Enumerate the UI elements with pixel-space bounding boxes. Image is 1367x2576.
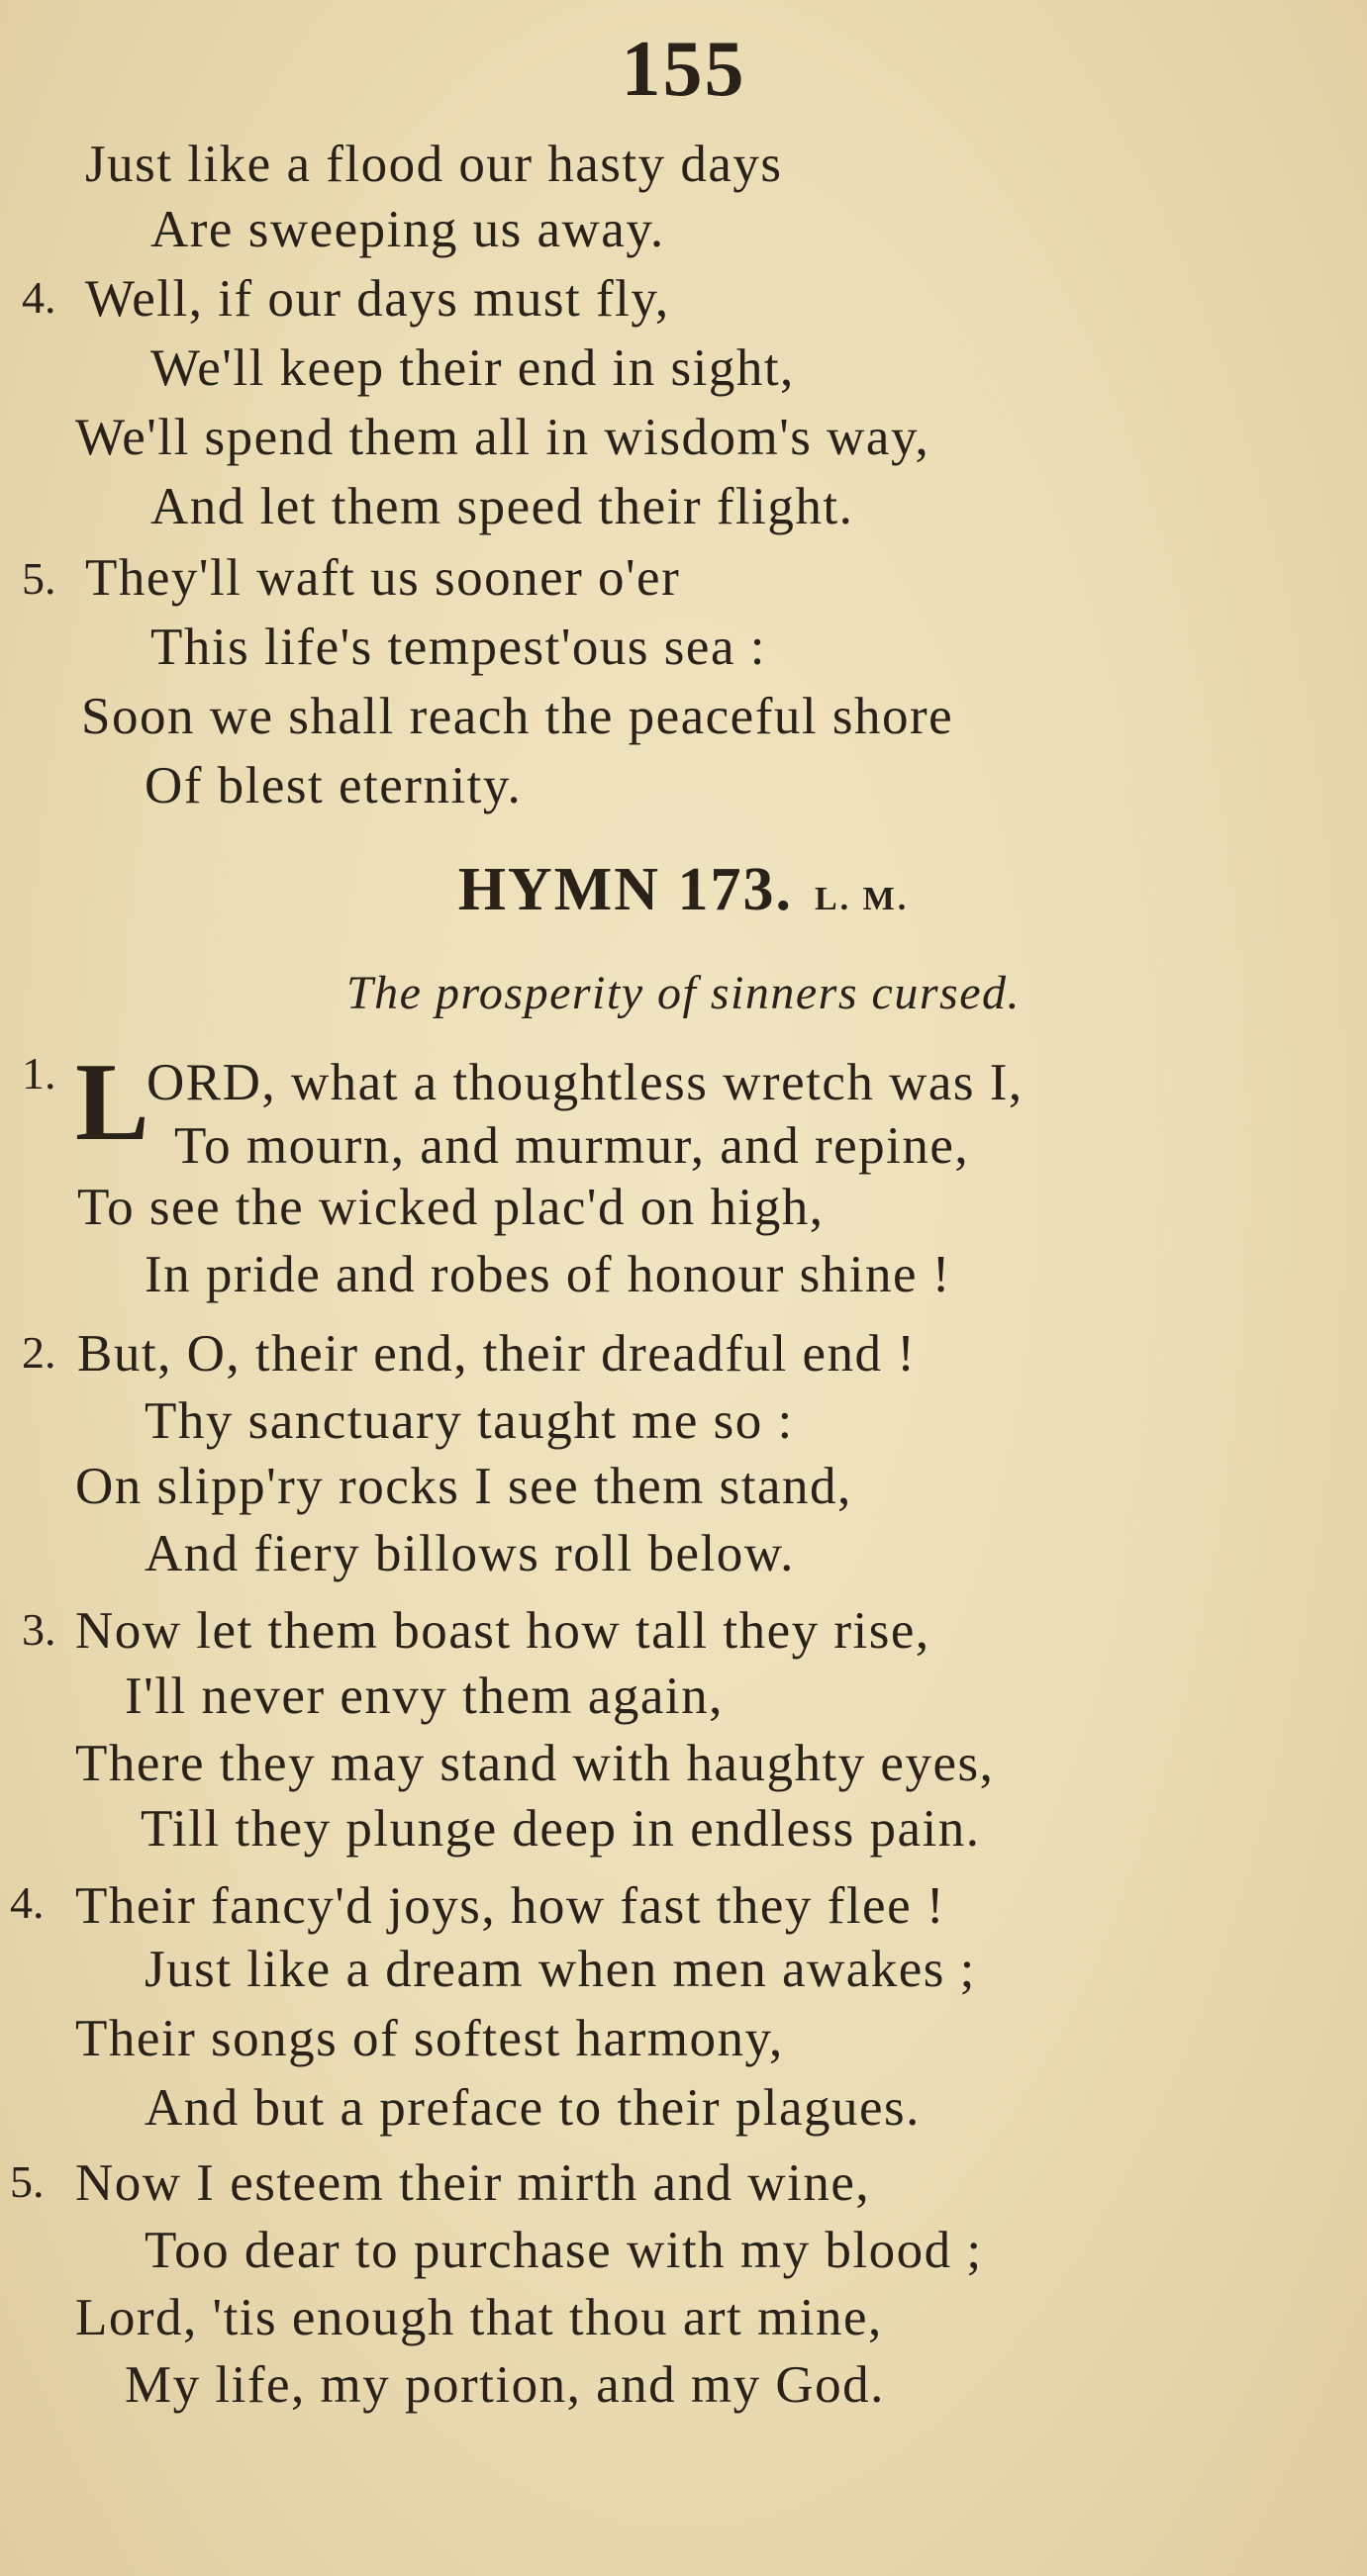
verse-line: Are sweeping us away. [150, 201, 665, 258]
hymn-subtitle: The prosperity of sinners cursed. [345, 967, 1022, 1019]
verse-line: Their fancy'd joys, how fast they flee ! [75, 1877, 945, 1935]
verse-line: Now let them boast how tall they rise, [75, 1602, 930, 1660]
verse-line: And let them speed their flight. [150, 478, 854, 535]
verse-number: 2. [22, 1327, 56, 1378]
verse-number: 1. [22, 1048, 56, 1098]
verse-line: There they may stand with haughty eyes, [75, 1735, 995, 1792]
verse-line: Too dear to purchase with my blood ; [145, 2222, 983, 2279]
verse-line: But, O, their end, their dreadful end ! [77, 1325, 917, 1383]
verse-line: Well, if our days must fly, [85, 270, 670, 328]
verse-line: Soon we shall reach the peaceful shore [81, 688, 954, 745]
verse-line: Till they plunge deep in endless pain. [141, 1800, 981, 1858]
page-number: 155 [621, 26, 746, 113]
hymn-title: HYMN 173. [457, 856, 793, 923]
verse-line: They'll waft us sooner o'er [85, 549, 681, 607]
verse-line: To see the wicked plac'd on high, [77, 1179, 825, 1236]
verse-line: And but a preface to their plagues. [145, 2079, 921, 2137]
verse-number: 3. [22, 1604, 56, 1655]
verse-line: Just like a dream when men awakes ; [145, 1941, 976, 1998]
verse-number: 4. [10, 1877, 45, 1928]
hymn-heading [0, 856, 1367, 923]
verse-line: Lord, 'tis enough that thou art mine, [75, 2289, 883, 2346]
verse-number: 5. [22, 553, 56, 604]
verse-line: ORD, what a thoughtless wretch was I, [146, 1054, 1024, 1111]
hymn-meter: L. M. [815, 881, 910, 917]
drop-cap: L [75, 1041, 149, 1164]
verse-line: Now I esteem their mirth and wine, [75, 2154, 871, 2212]
verse-line: I'll never envy them again, [125, 1668, 724, 1725]
verse-number: 4. [22, 272, 56, 323]
verse-line: This life's tempest'ous sea : [150, 619, 766, 676]
verse-line: To mourn, and murmur, and repine, [174, 1117, 970, 1175]
verse-line: In pride and robes of honour shine ! [145, 1246, 951, 1303]
verse-line: We'll keep their end in sight, [150, 339, 795, 397]
verse-line: Of blest eternity. [145, 757, 523, 814]
verse-line: Just like a flood our hasty days [85, 136, 783, 193]
verse-number: 5. [10, 2156, 45, 2207]
verse-line: My life, my portion, and my God. [125, 2356, 885, 2414]
verse-line: Thy sanctuary taught me so : [145, 1392, 794, 1450]
verse-line: On slipp'ry rocks I see them stand, [75, 1458, 852, 1515]
verse-line: We'll spend them all in wisdom's way, [75, 409, 930, 466]
verse-line: Their songs of softest harmony, [75, 2010, 784, 2067]
verse-line: And fiery billows roll below. [145, 1525, 795, 1582]
